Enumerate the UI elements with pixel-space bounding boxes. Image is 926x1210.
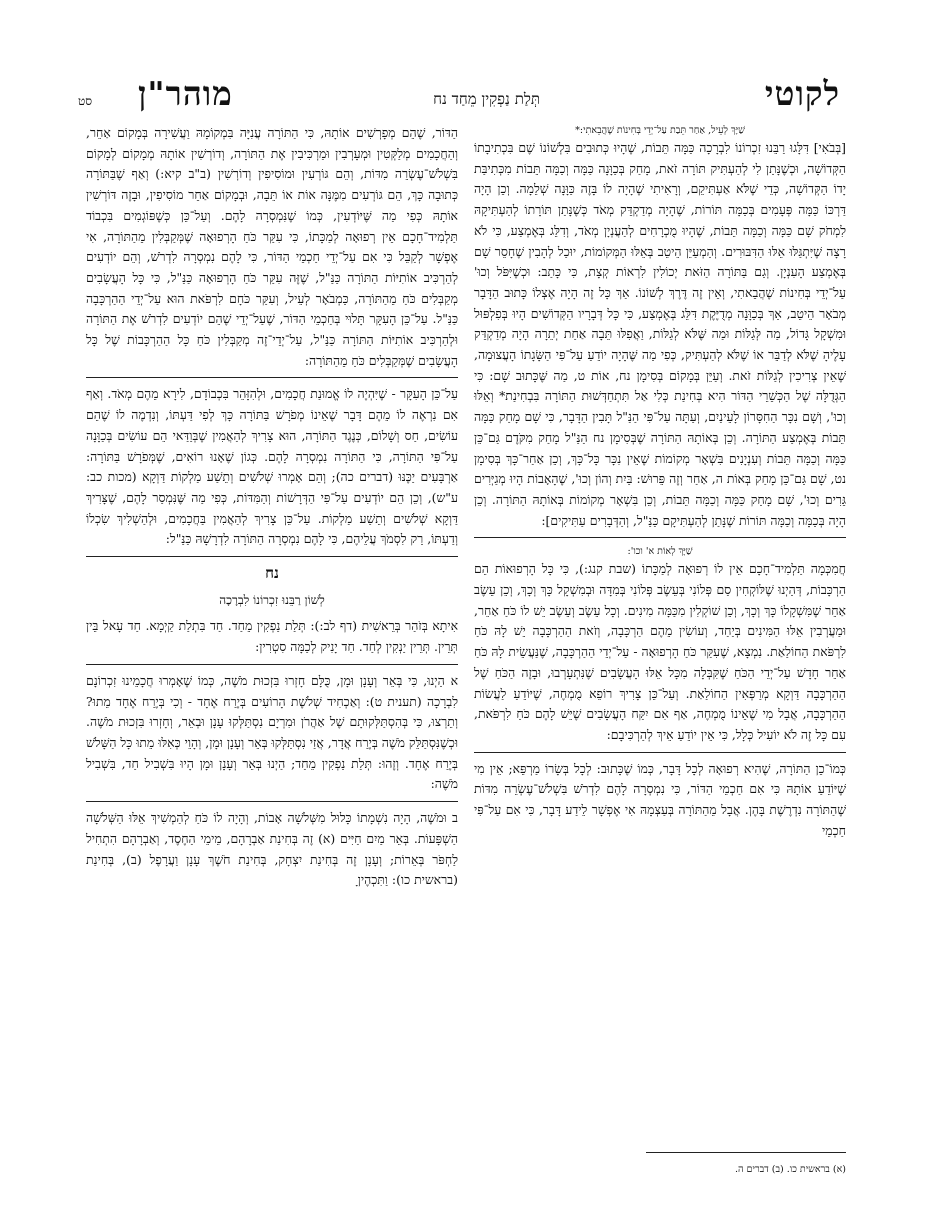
divider [474,752,846,753]
note-top: שַׁיָּךְ לְעֵיל, אַחַר תֵּבַת עַל־יְדֵי בְּחִינוֹת שֶׁהֲבֵאתִי:* [575,125,745,136]
paragraph-sages: הַדּוֹר, שֶׁהֵם מְפָרְשִׁים אוֹתָהּ, כִּי הַתּוֹרָה עֲנִיָּה בִּמְקוֹמָהּ וַעֲשִׁירָה בְּמָקוֹם אַחֵר, וְהַחֲכָמִים מְלַקְּטִין וּמְעָרְבִין וּמַרְכִּיבִין אֶת הַתּוֹרָה, וְדוֹרְשִׁין אוֹתָהּ מְמָקוֹם לְמָקוֹם בִּשְׁלֹשׁ־עֶשְׂרֵה מִדּוֹת, וְהֵם גּוֹרְעִין וּמוֹסִיפִין וְדוֹרְשִׁין (ב"ב קיא:) וְאַף שֶׁבַּתּוֹרָה כְּתוּבָה כָּךְ, הֵם גּוֹרְעִים מִמֶּנָּה אוֹת אוֹ תֵּבָה, וּבְמָקוֹם אַחֵר מוֹסִיפִין, וּבָזֶה דּוֹרְשִׁין אוֹתָהּ כְּפִי מַה שֶּׁיּוֹדְעִין, כְּמוֹ שֶׁנִּמְסְרָה לָהֶם. וְעַל־כֵּן כְּשֶׁפּוֹגְמִים בִּכְבוֹד תַּלְמִיד־חָכָם אֵין רְפוּאָה לְמַכָּתוֹ, כִּי עִקַּר כֹּחַ הָרְפוּאָה שֶׁמְּקַבְּלִין מֵהַתּוֹרָה, אִי אֶפְשָׁר לְקַבֵּל כִּי אִם עַל־יְדֵי חַכְמֵי הַדּוֹר, כִּי לָהֶם נִמְסְרָה לִדְרֹשׁ, וְהֵם יוֹדְעִים לְהַרְכִּיב אוֹתִיּוֹת הַתּוֹרָה כַּנַּ"ל, שֶׁזֶּה עִקַּר כֹּחַ הָרְפוּאָה כַּנַּ"ל, כִּי כָּל הָעֲשָׂבִים מְקַבְּלִים כֹּחַ מֵהַתּוֹרָה, כַּמְבֹאָר לְעֵיל, וְעִקַּר כֹּחָם לִרְפֹּאת הוּא עַל־יְדֵי הַהַרְכָּבָה כַּנַּ"ל. עַל־כֵּן הָעִקָּר תָּלוּי בְּחַכְמֵי הַדּוֹר, שֶׁעַל־יְדֵי שֶׁהֵם יוֹדְעִים לִדְרֹשׁ אֶת הַתּוֹרָה וּלְהַרְכִּיב אוֹתִיּוֹת הַתּוֹרָה כַּנַּ"ל, עַל־יְדֵי־זֶה מְקַבְּלִין כֹּחַ כָּל הַהַרְכָּבוֹת שֶׁל כָּל הָעֲשָׂבִים שֶׁמְּקַבְּלִים כֹּחַ מֵהַתּוֹרָה: [86,125,458,368]
page-number: סט [78,94,93,108]
left-column [86,123,458,891]
divider [86,801,458,802]
right-column [474,123,846,842]
page-header [78,74,840,116]
divider [86,377,458,378]
running-title-left: מוהר"ן [138,74,233,113]
section-subtitle: לְשׁוֹן רַבֵּנוּ זִכְרוֹנוֹ לִבְרָכָה [219,592,325,607]
paragraph-missing-words: [בְּבֹאִי] דִּלָּגוּ רַבֵּנוּ זִכְרוֹנוֹ לִבְרָכָה כַּמָּה תֵּבוֹת, שֶׁהָיוּ כְּתוּבִים בִּלְשׁוֹנוֹ שֶׁם בִּכְתִיבָתוֹ הַקְּדוֹשָׁה, וּכְשֶׁנָּתַן לִי לְהַעְתִּיק תּוֹרָה זֹאת, מָחַק בְּכַוָּנָה כַּמָּה וְכַמָּה תֵּבוֹת מִכְּתִיבַּת יָדוֹ הַקְּדוֹשָׁה, כְּדֵי שֶׁלֹּא אַעְתִּיקֵם, וְרָאִיתִי שֶׁהָיָה לוֹ בָּזֶה כַּוָּנָה שְׁלֵמָה. וְכֵן הָיָה דַּרְכּוֹ כַּמָּה פְּעָמִים בְּכַמָּה תּוֹרוֹת, שֶׁהָיָה מְדַקְדֵּק מְאֹד כְּשֶׁנָּתַן תּוֹרָתוֹ לְהַעְתִּיקָהּ לִמְחֹק שָׁם כַּמָּה וְכַמָּה תֵּבוֹת, שֶׁהָיוּ מֻכְרָחִים לְהַעֲנְיָן מְאֹד, וְדִלֵּג בְּאֶמְצַע, כִּי לֹא רָצָה שֶׁיִּתְגַּלּוּ אֵלּוּ הַדִּבּוּרִים. וְהַמְעַיֵּן הֵיטֵב בְּאֵלּוּ הַמְּקוֹמוֹת, יוּכַל לְהָבִין שֶׁחָסֵר שָׁם בְּאֶמְצַע הָעִנְיָן. וְגַם בַּתּוֹרָה הַזֹּאת יְכוֹלִין לִרְאוֹת קְצָת, כִּי כָּתַב: וּכְשֶׁיִּפֹּל וְכוּ' עַל־יְדֵי בְּחִינוֹת שֶׁהֲבֵאתִי, וְאֵין זֶה דֶּרֶךְ לְשׁוֹנוֹ. אַךְ כָּל זֶה הָיָה אֶצְלוֹ כָּתוּב הַדָּבָר מְבֹאָר הֵיטֵב, אַךְ בְּכַוָּנָה מְדֻיֶּקֶת דִּלֵּג בְּאֶמְצַע, כִּי כָּל דְּבָרָיו הַקְּדוֹשִׁים הָיוּ בְּפִלְפּוּל וּמִשְׁקָל גָּדוֹל, מַה לְּגַלּוֹת וּמַה שֶּׁלֹּא לְגַלּוֹת, וַאֲפִלּוּ תֵּבָה אַחַת יְתֵרָה הָיָה מְדַקְדֵּק עָלֶיהָ שֶׁלֹּא לְדַבֵּר אוֹ שֶׁלֹּא לְהַעְתִּיק, כְּפִי מַה שֶּׁהָיָה יוֹדֵעַ עַל־פִּי הַשָּׂגָתוֹ הָעֲצוּמָה, שֶׁאֵין צְרִיכִין לְגַלּוֹת זֹאת. וְעַיֵּן בְּמָקוֹם בְּסִימָן נח, אוֹת ט, מַה שֶּׁכָּתוּב שָׁם: כִּי הַגְּדֻלָּה שֶׁל הַכְּשֵׁרֵי הַדּוֹר הִיא בְּחִינַת כְּלִי אַל תִּתְחַדְּשׁוּת הַתּוֹרָה בִּבְחִינַת* וְאֵלּוּ וְכוּ', וְשָׁם נִכָּר הַחִסָּרוֹן לָעֵינַיִם, וְעַתָּה עַל־פִּי הַנַּ"ל תָּבִין הַדָּבָר, כִּי שָׁם מָחַק כַּמָּה תֵּבוֹת בְּאֶמְצַע הַתּוֹרָה. וְכֵן בְּאוֹתָהּ הַתּוֹרָה שֶׁבְּסִימָן נח הַנַּ"ל מָחַק מִקֹּדֶם גַּם־כֵּן כַּמָּה וְכַמָּה תֵּבוֹת וְעִנְיָנִים בִּשְׁאָר מְקוֹמוֹת שֶׁאֵין נִכָּר כָּל־כָּךְ, וְכֵן אַחַר־כָּךְ בְּסִימָן נט, שָׁם גַּם־כֵּן מָחַק בְּאוֹת ה, אַחַר וְזֶה פֵּרוּשׁ: בַּיִת וְהוֹן וְכוּ', שֶׁהָאָבוֹת הָיוּ מְגַיְּרִים גֵּרִים וְכוּ', שָׁם מָחַק כַּמָּה וְכַמָּה תֵּבוֹת, וְכֵן בִּשְׁאָר מְקוֹמוֹת בְּאוֹתָהּ הַתּוֹרָה. וְכֵן הָיָה בְּכַמָּה וְכַמָּה תּוֹרוֹת שֶׁנָּתַן לְהַעְתִּיקָם כַּנַּ"ל, וְהַדְּבָרִים עַתִּיקִים]: [474,140,846,528]
footnote-rule [646,1152,846,1153]
footnote: (א) בראשית כו. (ב) דברים ה. [735,1164,846,1175]
divider [86,556,458,557]
paragraph-torah-healing: כְּמוֹ־כֵן הַתּוֹרָה, שֶׁהִיא רְפוּאָה לְכָל דָּבָר, כְּמוֹ שֶׁכָּתוּב: לְכָל בְּשָׂרוֹ מַרְפֵּא; אֵין מִי שֶׁיּוֹדֵעַ אוֹתָהּ כִּי אִם חַכְמֵי הַדּוֹר, כִּי נִמְסְרָה לָהֶם לִדְרֹשׁ בִּשְׁלֹשׁ־עֶשְׂרֵה מִדּוֹת שֶׁהַתּוֹרָה נִדְרֶשֶׁת בָּהֶן. אֲבָל מֵהַתּוֹרָה בְּעַצְמָהּ אִי אֶפְשָׁר לֵידַע דָּבָר, כִּי אִם עַל־פִּי חַכְמֵי [474,760,846,838]
section-title: נח [265,564,279,583]
paragraph-healing: חֲמִכְּמָה תַּלְמִיד־חָכָם אֵין לוֹ רְפוּאָה לְמַכָּתוֹ (שבת קנג:), כִּי כָּל הָרְפוּאוֹת הֵם הַרְכָּבוֹת, דְּהַיְנוּ שֶׁלּוֹקְחִין סַם פְּלוֹנִי בְּעֵשֶׂב פְּלוֹנִי בְּמִדָּה וּבְמִשְׁקָל כָּךְ וְכָךְ, וְכֵן עֵשֶׂב אַחֵר שֶׁמִּשְׁקָלוֹ כָּךְ וְכָךְ, וְכֵן שׁוֹקְלִין מִכַּמָּה מִינִים. וְכָל עֵשֶׂב וְעֵשֶׂב יֵשׁ לוֹ כֹּחַ אַחֵר, וּמַעֲרְבִין אֵלּוּ הַמִּינִים בְּיַחַד, וְעוֹשִׂין מֵהֶם הַרְכָּבָה, וְזֹאת הַהַרְכָּבָה יֵשׁ לָהּ כֹּחַ לִרְפֹּאת הַחוֹלַאַת. נִמְצָא, שֶׁעִקַּר כֹּחַ הָרְפוּאָה - עַל־יְדֵי הַהַרְכָּבָה, שֶׁנַּעֲשֵׂית לָהּ כֹּחַ אַחֵר חָדָשׁ עַל־יְדֵי הַכֹּחַ שֶׁקִּבְּלָה מִכָּל אֵלּוּ הָעֲשָׂבִים שֶׁנִּתְעָרְבוּ, וּבָזֶה הַכֹּחַ שֶׁל הַהַרְכָּבָה דַּוְקָא מְרַפְּאִין הַחוֹלַאַת. וְעַל־כֵּן צָרִיךְ רוֹפֵא מֻמְחֶה, שֶׁיּוֹדֵעַ לַעֲשׂוֹת הַהַרְכָּבָה, אֲבָל מִי שֶׁאֵינוֹ מֻמְחֶה, אַף אִם יִקַּח הָעֲשָׂבִים שֶׁיֵּשׁ לָהֶם כֹּחַ לִרְפֹּאת, עִם כָּל זֶה לֹא יוֹעִיל כְּלָל, כִּי אֵין יוֹדֵעַ אֵיךְ לְהַרְכִּיבָם: [474,561,846,742]
divider [474,537,846,538]
paragraph-aleph: א הַיְנוּ, כִּי בְּאֵר וְעָנָן וּמָן, כֻּלָּם חָזְרוּ בִּזְכוּת מֹשֶׁה, כְּמוֹ שֶׁאָמְרוּ חֲכָמֵינוּ זִכְרוֹנָם לִבְרָכָה (תענית ט): וְאַכְחִיד שְׁלֹשֶׁת הָרוֹעִים בְּיֶרַח אֶחָד - וְכִי בְּיֶרַח אֶחָד מֵתוּ? וְתֵרְצוּ, כִּי בְּהִסְתַּלְּקוּתָם שֶׁל אַהֲרֹן וּמִרְיָם נִסְתַּלְּקוּ עָנָן וּבְאֵר, וְחָזְרוּ בִּזְכוּת מֹשֶׁה. וּכְשֶׁנִּסְתַּלֵּק מֹשֶׁה בְּיֶרַח אֲדָר, אֲזַי נִסְתַּלְּקוּ בְּאֵר וְעָנָן וּמָן, וְהָוֵי כְּאִלּוּ מֵתוּ כָּל הַשָּׁלֹשׁ בְּיֶרַח אֶחָד. וְזֶהוּ: תְּלַת נַפְקִין מֵחַד; הַיְנוּ בְּאֵר וְעָנָן וּמָן הָיוּ בִּשְׁבִיל חַד, בִּשְׁבִיל מֹשֶׁה: [86,672,458,792]
paragraph-zohar: אִיתָא בְּזֹהַר בְּרֵאשִׁית (דף לב:): תְּלַת נַפְקִין מֵחַד. חַד בִּתְלַת קַיְמָא. חַד עָאל בֵּין תְּרֵין. תְּרֵין יַנְקִין לְחַד. חַד יָנִיק לְכַמָּה סִטְרִין: [86,618,458,655]
paragraph-faith-in-sages: עַל־כֵּן הָעִקָּר - שֶׁיִּהְיֶה לוֹ אֱמוּנַת חֲכָמִים, וּלְהִזָּהֵר בִּכְבוֹדָם, לִירָא מֵהֶם מְאֹד. וְאַף אִם נִרְאֶה לוֹ מֵהֶם דָּבָר שֶׁאֵינוֹ מְפֹרָשׁ בַּתּוֹרָה כָּךְ לְפִי דַּעְתּוֹ, וְנִדְמֶה לוֹ שֶׁהֵם עוֹשִׂים, חַס וְשָׁלוֹם, כְּנֶגֶד הַתּוֹרָה, הוּא צָרִיךְ לְהַאֲמִין שֶׁבְּוַדַּאי הֵם עוֹשִׂים בְּכַוָּנָה עַל־פִּי הַתּוֹרָה, כִּי הַתּוֹרָה נִמְסְרָה לָהֶם. כְּגוֹן שֶׁאָנוּ רוֹאִים, שֶׁמְּפֹרָשׁ בַּתּוֹרָה: אַרְבָּעִים יַכֶּנּוּ (דברים כה); וְהֵם אָמְרוּ שְׁלֹשִׁים וְתֵשַׁע מַלְקוֹת דַּוְקָא (מכות כב: ע"ש), וְכֵן הֵם יוֹדְעִים עַל־פִּי הַדְּרָשׁוֹת וְהַמִּדּוֹת, כְּפִי מַה שֶּׁנִּמְסַר לָהֶם, שֶׁצָּרִיךְ דַּוְקָא שְׁלֹשִׁים וְתֵשַׁע מַלְקוֹת. עַל־כֵּן צָרִיךְ לְהַאֲמִין בַּחֲכָמִים, וּלְהַשְׁלִיךְ שִׂכְלוֹ וְדַעְתּוֹ, רַק לִסְמֹךְ עֲלֵיהֶם, כִּי לָהֶם נִמְסְרָה הַתּוֹרָה לִדְרָשָׁהּ כַּנַּ"ל: [86,386,458,547]
running-title-right: לקוטי [764,74,840,113]
divider [86,664,458,665]
paragraph-bet: ב וּמֹשֶׁה, הָיָה נִשְׁמָתוֹ כָּלוּל מִשְּׁלֹשָׁה אָבוֹת, וְהָיָה לוֹ כֹּחַ לְהַמְשִׁיךְ אֵלּוּ הַשְּׁלֹשָׁה הַשְׁפָּעוֹת. בְּאֵר מַיִם חַיִּים (א) זֶה בְּחִינַת אַבְרָהָם, מֵימֵי הַחֶסֶד, וְאַבְרָהָם הִתְחִיל לַחְפֹּר בְּאֵרוֹת; וְעָנָן זֶה בְּחִינַת יִצְחָק, בְּחִינַת חֹשֶׁךְ עָנָן וַעֲרָפֶל (ב), בְּחִינַת (בראשית כו): וַתִּכְהֶיןָ [86,810,458,888]
note-mid: שַׁיָּךְ לְאוֹת א' וכו': [627,546,693,558]
running-subtitle: תְּלַת נַפְקִין מֵחַד נח [433,90,540,108]
